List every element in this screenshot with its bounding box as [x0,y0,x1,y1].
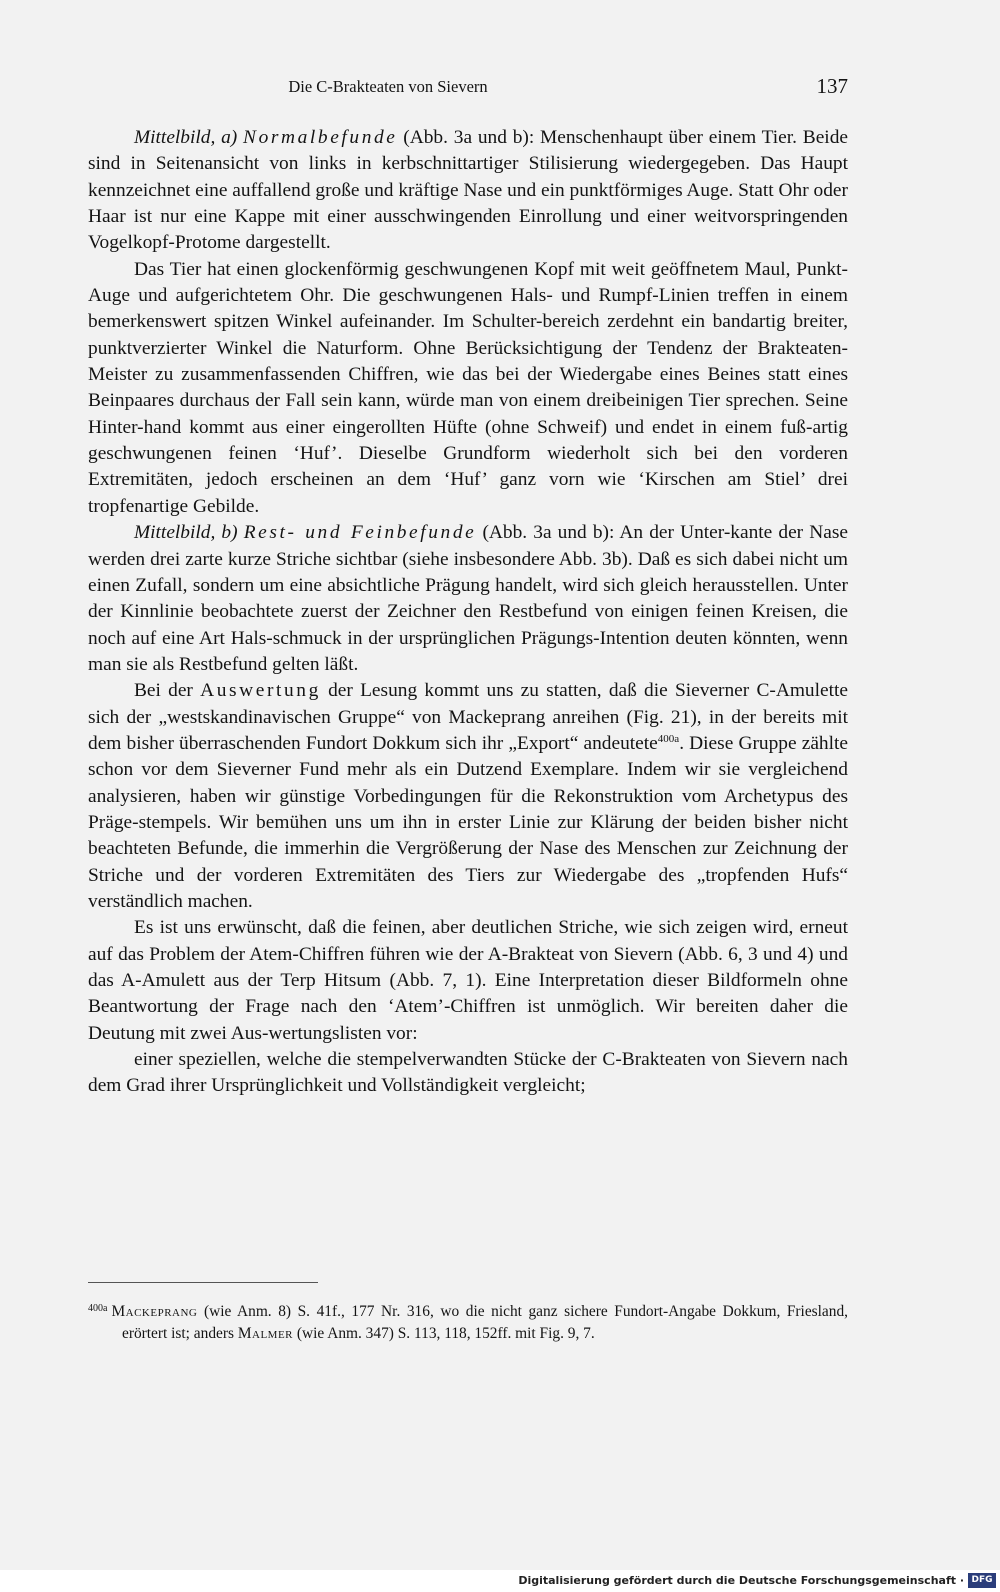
running-title: Die C-Brakteaten von Sievern [288,77,488,96]
running-head [88,74,848,104]
credit-text: Digitalisierung gefördert durch die Deutsche Forschungsgemeinschaft · [518,1574,964,1587]
paragraph-text: (Abb. 3a und b): Menschenhaupt über einem Tier. Beide sind in Seitenansicht von links in kerbschnittartiger Stilisierung wiedergegeben. Das Haupt kennzeichnet eine auffallend große und kräftige Nase und ein punktförmiges Auge. Statt Ohr oder Haar ist nur eine Kappe mit einer ausschwingenden Einrollung und einer weitvorspringenden Vogelkopf-Protome dargestellt. [88,127,848,254]
section-heading-spaced: Rest- und Feinbefunde [243,522,477,544]
footnote-author: Mackeprang [111,1303,198,1320]
section-label: Mittelbild, b) [134,522,238,544]
credit-bar [0,1570,1000,1592]
paragraph-text: . Diese Gruppe zählte schon vor dem Sieverner Fund mehr als ein Dutzend Exemplare. Indem wir sie vergleichend analysieren, haben wir günstige Vorbedingungen für die Rekonstruktion vom Archetypus des Präge-stempels. Wir bemühen uns um ihn in erster Linie zur Klärung der beiden bisher nicht beachteten Befunde, die immerhin die Vergrößerung der Nase des Menschen zur Zeichnung der Striche und der vorderen Extremitäten des Tiers zur Wiedergabe des „tropfenden Hufs“ verständlich machen. [88,732,849,912]
paragraph-6: einer speziellen, welche die stempelverwandten Stücke der C-Brakteaten von Sievern nach dem Grad ihrer Ursprünglichkeit und Vollständigkeit vergleicht; [88,1049,848,1097]
page-number: 137 [816,74,848,98]
paragraph-text: Bei der [134,680,201,702]
section-label: Mittelbild, a) [134,127,238,148]
body-text [88,125,848,1100]
dfg-logo-icon: DFG [968,1573,996,1588]
footnotes [88,1301,848,1344]
footnote-reference[interactable]: 400a [657,732,680,745]
paragraph-4 [88,678,848,915]
footnote-text: (wie Anm. 8) S. 41f., 177 Nr. 316, wo die nicht ganz sichere Fundort-Angabe Dokkum, Friesland, erörtert ist; anders [122,1303,848,1342]
footnote-text: (wie Anm. 347) S. 113, 118, 152ff. mit Fig. 9, 7. [293,1324,595,1342]
paragraph-text: (Abb. 3a und b): An der Unter-kante der Nase werden drei zarte kurze Striche sichtbar (siehe insbesondere Abb. 3b). Daß es sich dabei nicht um einen Zufall, sondern um eine absichtliche Prägung handelt, wird sich gleich herausstellen. Unter der Kinnlinie beobachtete zuerst der Zeichner den Restbefund von einigen feinen Kreisen, die noch auf eine Art Hals-schmuck in der ursprünglichen Prägungs-Intention deuten könnten, wenn man sie als Restbefund gelten läßt. [88,522,848,675]
footnote-author: Malmer [237,1324,294,1342]
paragraph-2: Das Tier hat einen glockenförmig geschwungenen Kopf mit weit geöffnetem Maul, Punkt-Auge und aufgerichtetem Ohr. Die geschwungenen Hals- und Rumpf-Linien treffen in einem bemerkenswert spitzen Winkel aufeinander. Im Schulter-bereich zerdehnt ein bandartig breiter, punktverzierter Winkel die Naturform. Ohne Berücksichtigung der Tendenz der Brakteaten-Meister zu zusammenfassenden Chiffren, wie das bei der Wiedergabe eines Beines statt eines Beinpaares durchaus der Fall sein kann, würde man von einem dreibeinigen Tier sprechen. Seine Hinter-hand kommt aus einer eingerollten Hüfte (ohne Schweif) und endet in einem fuß-artig geschwungenen feinen ‘Huf’. Dieselbe Grundform wiederholt sich bei den vorderen Extremitäten, jedoch erscheinen an dem ‘Huf’ ganz vorn wie ‘Kirschen am Stiel’ drei tropfenartige Gebilde. [88,258,848,517]
paragraph-1 [88,125,848,257]
footnote-mark: 400a [88,1303,108,1314]
spaced-term: Auswertung [200,680,321,702]
section-heading-spaced: Normalbefunde [243,127,398,148]
paragraph-text: der Lesung kommt uns zu statten, daß die Sieverner C-Amulette sich der „westskandinavischen Gruppe“ von Mackeprang anreihen (Fig. 21), in der bereits mit dem bisher überraschenden Fundort Dokkum sich ihr „Export“ andeutete [88,680,848,754]
footnote [88,1301,848,1344]
footnote-divider [88,1282,318,1283]
paragraph-5: Es ist uns erwünscht, daß die feinen, aber deutlichen Striche, wie sich zeigen wird, erneut auf das Problem der Atem-Chiffren führen wie der A-Brakteat von Sievern (Abb. 6, 3 und 4) und das A-Amulett aus der Terp Hitsum (Abb. 7, 1). Eine Interpretation dieser Bildformeln ohne Beantwortung der Frage nach den ‘Atem’-Chiffren ist unmöglich. Wir bereiten daher die Deutung mit zwei Aus-wertungslisten vor: [88,917,848,1044]
paragraph-3 [88,520,848,678]
